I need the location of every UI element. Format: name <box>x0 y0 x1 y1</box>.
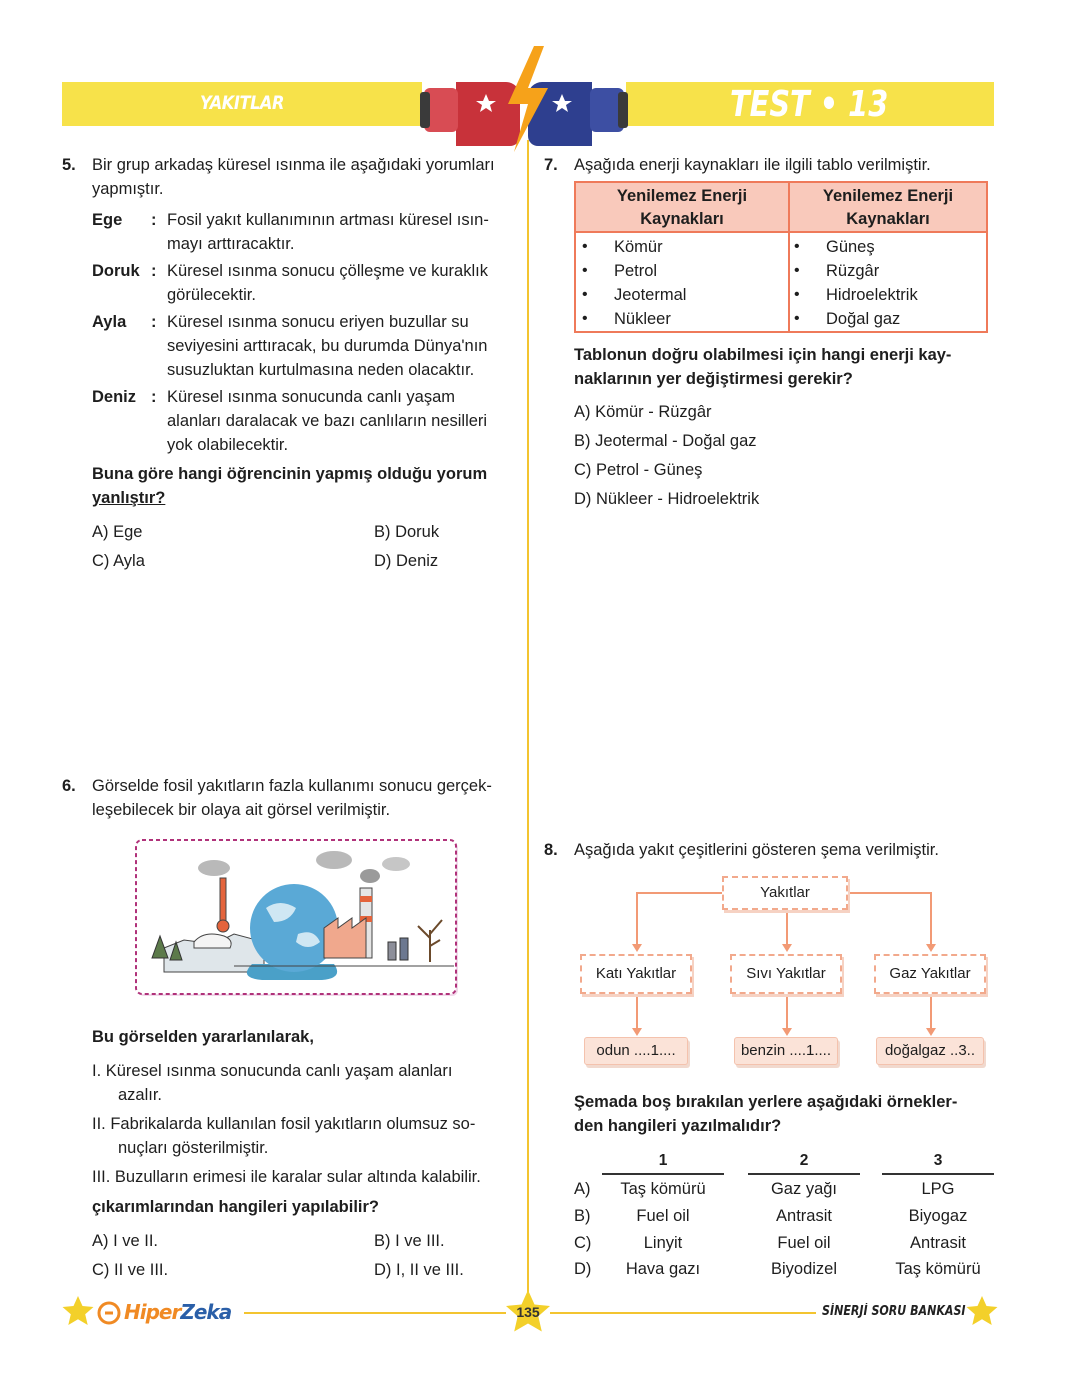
answer-cell: Taş kömürü <box>895 1260 981 1278</box>
q6-item-2-line-2: nuçları gösterilmiştir. <box>118 1139 269 1157</box>
q6-option-d[interactable]: D) I, II ve III. <box>374 1261 464 1279</box>
q5-intro-line-1: Bir grup arkadaş küresel ısınma ile aşağıdaki yorumları <box>92 156 495 174</box>
schema-root-fuels: Yakıtlar <box>722 876 848 910</box>
q6-lead: Bu görselden yararlanılarak, <box>92 1028 314 1046</box>
q5-question-line-2: yanlıştır? <box>92 489 166 507</box>
q8-option-a[interactable]: A) <box>574 1180 591 1198</box>
answer-cell: Antrasit <box>776 1207 832 1225</box>
answer-col-2: 2 <box>799 1152 809 1169</box>
q5-option-a[interactable]: A) Ege <box>92 523 143 541</box>
test-number: TEST • 13 <box>730 84 889 125</box>
q8-option-c[interactable]: C) <box>574 1234 592 1252</box>
q6-item-1-line-1: I. Küresel ısınma sonucunda canlı yaşam alanları <box>92 1062 453 1080</box>
energy-table-right-cell: Doğal gaz <box>826 310 901 328</box>
energy-table-right-cell: Rüzgâr <box>826 262 880 280</box>
q8-question-line-1: Şemada boş bırakılan yerlere aşağıdaki örnekler- <box>574 1093 958 1111</box>
q5-number: 5. <box>62 156 76 174</box>
page-number: 135 <box>516 1304 540 1320</box>
q5-option-b[interactable]: B) Doruk <box>374 523 440 541</box>
energy-table: Yenilemez Enerji Kaynakları Yenilemez Enerji Kaynakları • Kömür • Petrol • Jeotermal • Nükleer • Güneş • Rüzgâr • Hidroelektrik • Doğal gaz <box>574 181 988 333</box>
global-warming-illustration <box>134 838 466 1002</box>
q5-intro-line-2: yapmıştır. <box>92 180 164 198</box>
q5-comment-doruk: Küresel ısınma sonucu çölleşme ve kuraklık görülecektir. <box>167 262 488 304</box>
q7-intro: Aşağıda enerji kaynakları ile ilgili tablo verilmiştir. <box>574 156 931 174</box>
boxing-gloves-icon <box>416 44 632 156</box>
q7-question-line-1: Tablonun doğru olabilmesi için hangi enerji kay- <box>574 346 952 364</box>
q6-option-c[interactable]: C) II ve III. <box>92 1261 169 1279</box>
q5-speaker-deniz: Deniz <box>92 388 137 406</box>
hiperzeka-logo-icon <box>96 1298 122 1328</box>
q7-number: 7. <box>544 156 558 174</box>
answer-col-1: 1 <box>658 1152 668 1169</box>
q5-option-d[interactable]: D) Deniz <box>374 552 439 570</box>
q6-option-b[interactable]: B) I ve III. <box>374 1232 445 1250</box>
star-left-icon <box>60 1294 96 1330</box>
answer-cell: Linyit <box>643 1234 683 1252</box>
answer-cell: Fuel oil <box>777 1234 831 1252</box>
q5-speaker-ege: Ege <box>92 211 123 229</box>
q6-question: çıkarımlarından hangileri yapılabilir? <box>92 1198 380 1216</box>
q5-comment-deniz: Küresel ısınma sonucunda canlı yaşam alanları daralacak ve bazı canlıların nesilleri yok olabilecektir. <box>167 388 488 454</box>
q5-question-line-1: Buna göre hangi öğrencinin yapmış olduğu yorum <box>92 465 488 483</box>
q6-item-1-line-2: azalır. <box>118 1086 163 1104</box>
q6-intro-line-1: Görselde fosil yakıtların fazla kullanımı sonucu gerçek- <box>92 777 492 795</box>
q5-comment-ayla: Küresel ısınma sonucu eriyen buzullar su seviyesini arttıracak, bu durumda Dünya'nın susuzluktan kurtulmasına neden olacaktır. <box>167 313 488 379</box>
energy-table-left-cell: Nükleer <box>614 310 671 328</box>
brand-logo: HiperZeka <box>124 1300 232 1324</box>
answer-cell: Fuel oil <box>636 1207 690 1225</box>
answer-cell: Gaz yağı <box>770 1180 838 1198</box>
q6-intro-line-2: leşebilecek bir olaya ait görsel verilmiştir. <box>92 801 391 819</box>
energy-table-right-cell: Hidroelektrik <box>826 286 918 304</box>
energy-table-head-right: Yenilemez Enerji Kaynakları <box>822 187 954 228</box>
q6-item-3: III. Buzulların erimesi ile karalar sular altında kalabilir. <box>92 1168 481 1186</box>
schema-gas-fuels: Gaz Yakıtlar <box>874 954 986 994</box>
q5-speaker-doruk: Doruk <box>92 262 140 280</box>
answer-cell: LPG <box>921 1180 955 1198</box>
q7-option-a[interactable]: A) Kömür - Rüzgâr <box>574 403 712 421</box>
star-right-icon <box>964 1294 1000 1330</box>
energy-table-left-cell: Jeotermal <box>614 286 687 304</box>
energy-table-left-cell: Petrol <box>614 262 658 280</box>
series-title: SİNERJİ SORU BANKASI <box>822 1304 966 1319</box>
answer-cell: Antrasit <box>910 1234 966 1252</box>
q6-number: 6. <box>62 777 76 795</box>
schema-solid-fuels: Katı Yakıtlar <box>580 954 692 994</box>
column-divider <box>527 140 529 1300</box>
answer-cell: Biyogaz <box>908 1207 968 1225</box>
schema-leaf-solid: odun ....1.... <box>584 1037 688 1065</box>
q8-option-d[interactable]: D) <box>574 1260 592 1278</box>
schema-leaf-liquid: benzin ....1.... <box>734 1037 838 1065</box>
q6-item-2-line-1: II. Fabrikalarda kullanılan fosil yakıtların olumsuz so- <box>92 1115 476 1133</box>
q7-option-d[interactable]: D) Nükleer - Hidroelektrik <box>574 490 760 508</box>
q8-question-line-2: den hangileri yazılmalıdır? <box>574 1117 782 1135</box>
q8-intro: Aşağıda yakıt çeşitlerini gösteren şema verilmiştir. <box>574 841 939 859</box>
q7-question-line-2: naklarının yer değiştirmesi gerekir? <box>574 370 853 388</box>
answer-cell: Hava gazı <box>625 1260 701 1278</box>
q5-comment-ege: Fosil yakıt kullanımının artması küresel ısın- mayı arttıracaktır. <box>167 211 489 253</box>
q8-number: 8. <box>544 841 558 859</box>
topic-title: YAKITLAR <box>200 92 285 114</box>
schema-leaf-gas: doğalgaz ..3.. <box>876 1037 984 1065</box>
q5-option-c[interactable]: C) Ayla <box>92 552 145 570</box>
energy-table-right-cell: Güneş <box>826 238 875 256</box>
schema-liquid-fuels: Sıvı Yakıtlar <box>730 954 842 994</box>
energy-table-left-cell: Kömür <box>614 238 663 256</box>
answer-col-3: 3 <box>933 1152 943 1169</box>
answer-cell: Taş kömürü <box>620 1180 706 1198</box>
q7-option-c[interactable]: C) Petrol - Güneş <box>574 461 703 479</box>
q6-option-a[interactable]: A) I ve II. <box>92 1232 159 1250</box>
answer-cell: Biyodizel <box>770 1260 838 1278</box>
q7-option-b[interactable]: B) Jeotermal - Doğal gaz <box>574 432 757 450</box>
q8-option-b[interactable]: B) <box>574 1207 591 1225</box>
energy-table-head-left: Yenilemez Enerji Kaynakları <box>616 187 748 228</box>
q5-speaker-ayla: Ayla <box>92 313 127 331</box>
